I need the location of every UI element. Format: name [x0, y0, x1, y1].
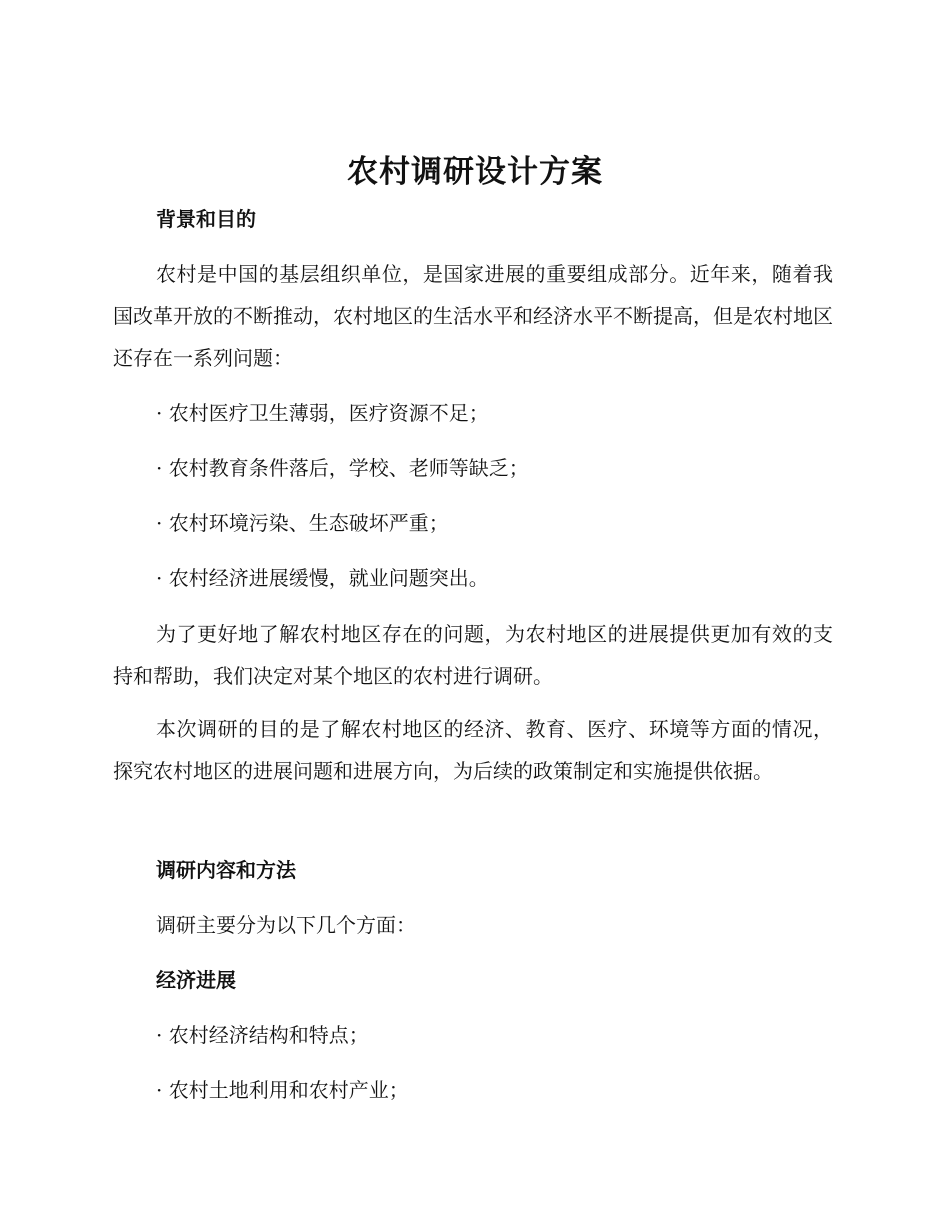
issue-item-education: · 农村教育条件落后，学校、老师等缺乏； — [156, 456, 529, 480]
background-paragraph-2: 为了更好地了解农村地区存在的问题，为农村地区的进展提供更加有效的支持和帮助，我们决定对某个地区的农村进行调研。 — [113, 622, 833, 688]
background-paragraph-1: 农村是中国的基层组织单位，是国家进展的重要组成部分。近年来，随着我国改革开放的不断推动，农村地区的生活水平和经济水平不断提高，但是农村地区还存在一系列问题： — [113, 262, 833, 370]
issue-item-medical: · 农村医疗卫生薄弱，医疗资源不足； — [156, 401, 489, 425]
document-title: 农村调研设计方案 — [347, 154, 603, 190]
content-intro: 调研主要分为以下几个方面： — [156, 913, 416, 937]
issue-item-economy: · 农村经济进展缓慢，就业问题突出。 — [156, 566, 489, 590]
economy-item-land: · 农村土地利用和农村产业； — [156, 1078, 409, 1102]
issue-item-environment: · 农村环境污染、生态破坏严重； — [156, 511, 449, 535]
background-paragraph-3: 本次调研的目的是了解农村地区的经济、教育、医疗、环境等方面的情况，探究农村地区的进展问题和进展方向，为后续的政策制定和实施提供依据。 — [113, 717, 833, 783]
economy-item-structure: · 农村经济结构和特点； — [156, 1023, 369, 1047]
section-heading-content: 调研内容和方法 — [156, 858, 296, 882]
subsection-heading-economy: 经济进展 — [156, 968, 236, 992]
section-heading-background: 背景和目的 — [156, 207, 256, 231]
